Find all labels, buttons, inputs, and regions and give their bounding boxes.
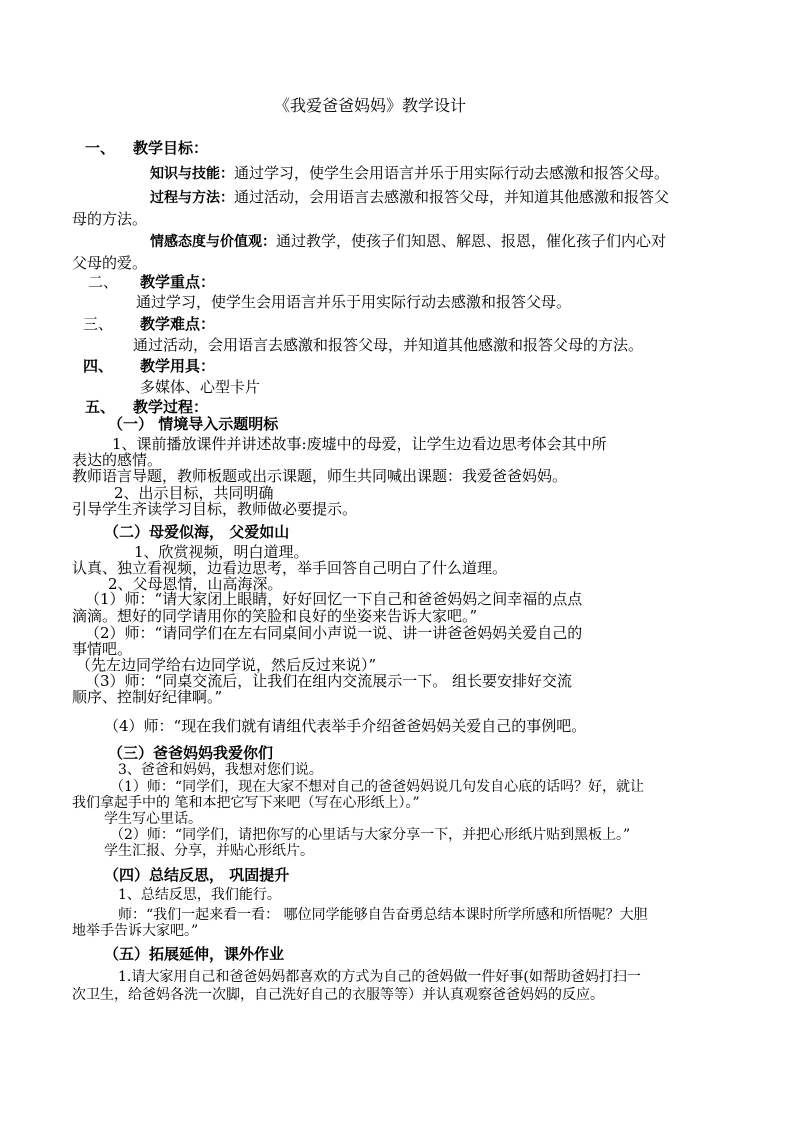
section-3-text: 通过活动，会用语言去感激和报答父母，并知道其他感激和报答父母的方法。 [133,336,644,354]
section-2-heading: 教学重点： [140,273,216,291]
section-4-text: 多媒体、心型卡片 [140,378,261,396]
part-2-line-3: 2、父母恩情，山高海深。 [108,575,283,593]
part-4-line-2: 师：“我们一起来看一看： 哪位同学能够自告奋勇总结本课时所学所感和所悟呢？大胆 [118,907,648,923]
emotion-text-continued: 父母的爱。 [72,254,148,272]
part-1-line-5: 引导学生齐读学习目标，教师做必要提示。 [72,500,358,518]
part-1-line-3: 教师语言导题，教师板题或出示课题，师生共同喊出课题：我爱爸爸妈妈。 [72,467,568,485]
process-label: 过程与方法： [150,190,234,206]
part-2-line-7: 事情吧。 [72,640,133,658]
part-5-line-1: 1.请大家用自己和爸爸妈妈都喜欢的方式为自己的爸妈做一件好事(如帮助爸妈打扫一 [118,969,641,985]
section-3-heading: 教学难点： [140,315,216,333]
section-2-number: 二、 [88,273,119,291]
part-5-heading: （五）拓展延伸，课外作业 [104,945,285,963]
section-2-text: 通过学习，使学生会用语言并乐于用实际行动去感激和报答父母。 [136,293,572,311]
part-5-line-2: 次卫生，给爸妈各洗一次脚，自己洗好自己的衣服等等）并认真观察爸爸妈妈的反应。 [72,987,604,1003]
part-3-line-3: 我们拿起手中的 笔和本把它写下来吧（写在心形纸上）。” [72,795,420,811]
part-3-line-6: 学生汇报、分享，并贴心形纸片。 [104,843,314,859]
part-1-line-2: 表达的感情。 [72,451,163,469]
section-3-number: 三、 [83,315,114,333]
part-2-line-1: 1、欣赏视频，明白道理。 [134,543,309,561]
emotion-objective [150,232,666,251]
part-3-heading: （三）爸爸妈妈我爱你们 [108,744,274,762]
part-1-line-1: 1、课前播放课件并讲述故事:废墟中的母爱，让学生边看边思考体会其中所 [112,435,607,453]
process-text-continued: 母的方法。 [72,210,148,228]
part-3-line-1: 3、爸爸和妈妈，我想对您们说。 [118,762,323,778]
part-2-line-6: （2）师：“请同学们在左右同桌间小声说一说、讲一讲爸爸妈妈关爱自己的 [85,624,583,642]
process-objective [150,188,669,207]
part-3-line-4: 学生写心里话。 [104,811,202,827]
part-2-line-8: （先左边同学给右边同学说，然后反过来说）” [76,656,377,674]
section-5-number: 五、 [85,398,116,416]
part-2-line-10: 顺序、控制好纪律啊。” [72,688,223,706]
part-4-line-3: 地举手告诉大家吧。” [72,923,199,939]
emotion-label: 情感态度与价值观： [150,234,276,250]
page-title: 《我爱爸爸妈妈》教学设计 [274,96,467,115]
part-3-line-2: （1）师：“同学们，现在大家不想对自己的爸爸妈妈说几句发自心底的话吗？好，就让 [110,779,645,795]
part-2-heading: （二）母爱似海， 父爱如山 [104,523,290,541]
part-2-line-2: 认真、独立看视频，边看边思考，举手回答自己明白了什么道理。 [72,559,508,577]
part-2-line-4: （1）师：“请大家闭上眼睛，好好回忆一下自己和爸爸妈妈之间幸福的点点 [85,590,583,608]
section-1-heading: 教学目标： [133,139,209,157]
knowledge-objective [150,164,669,183]
part-4-line-1: 1、总结反思，我们能行。 [118,887,281,903]
part-2-line-5: 滴滴。想好的同学请用你的笑脸和良好的坐姿来告诉大家吧。” [72,607,478,625]
knowledge-text: 通过学习，使学生会用语言并乐于用实际行动去感激和报答父母。 [234,164,670,182]
emotion-text: 通过教学，使孩子们知恩、解恩、报恩，催化孩子们内心对 [276,232,667,250]
part-3-line-5: （2）师：“同学们，请把你写的心里话与大家分享一下，并把心形纸片贴到黑板上。” [110,827,631,843]
part-4-heading: （四）总结反思， 巩固提升 [104,866,290,884]
part-1-line-4: 2、出示目标，共同明确 [114,484,274,502]
part-1-heading: （一） 情境导入示题明标 [108,415,279,433]
part-2-line-9: （3）师：“同桌交流后，让我们在组内交流展示一下。 组长要安排好交流 [85,672,572,690]
section-1-number: 一、 [85,139,116,157]
part-2-line-11: （4）师：“现在我们就有请组代表举手介绍爸爸妈妈关爱自己的事例吧。 [104,717,587,735]
knowledge-label: 知识与技能： [150,166,234,182]
process-text: 通过活动，会用语言去感激和报答父母，并知道其他感激和报答父 [234,188,670,206]
section-4-heading: 教学用具： [140,357,216,375]
section-5-heading: 教学过程： [133,398,209,416]
section-4-number: 四、 [83,357,114,375]
